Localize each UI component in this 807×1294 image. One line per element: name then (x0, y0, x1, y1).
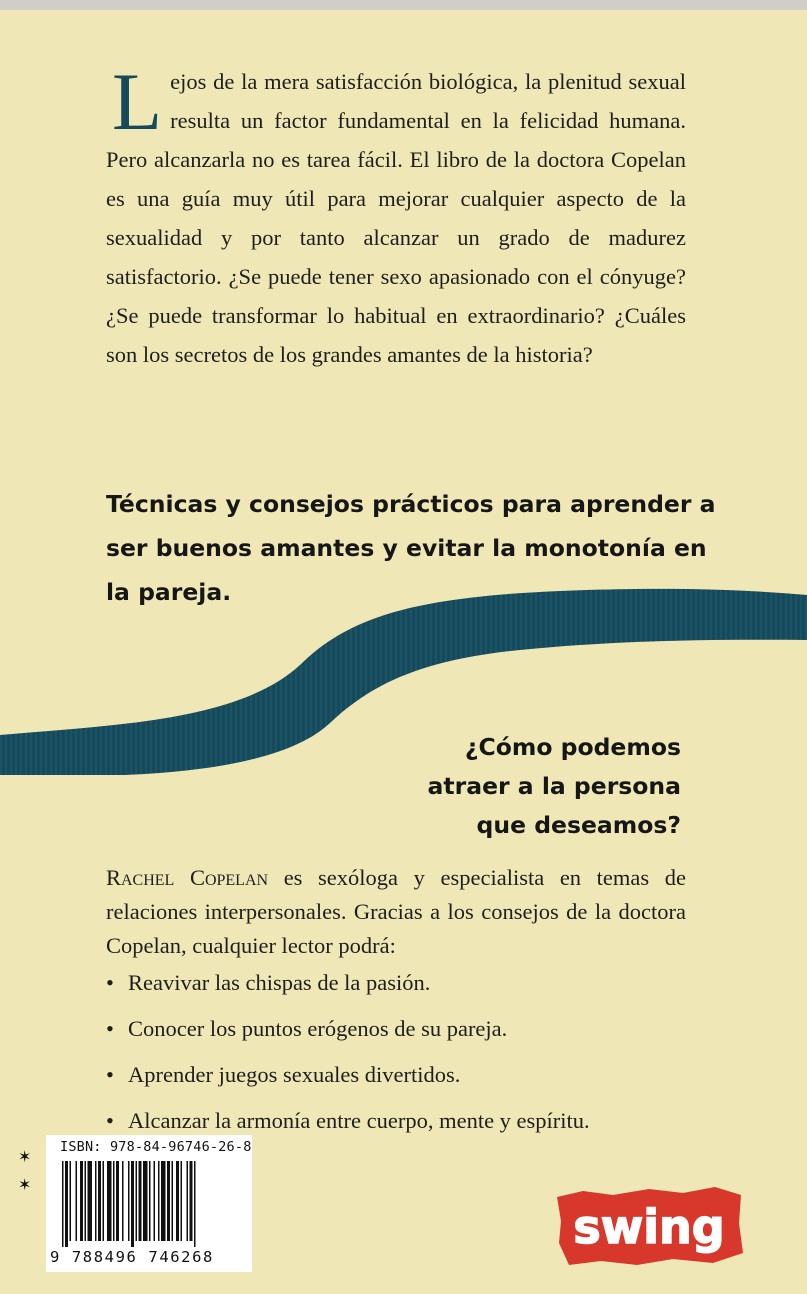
list-item: • Reavivar las chispas de la pasión. (106, 970, 431, 995)
barcode-bars (50, 1161, 248, 1247)
benefits-list (106, 966, 746, 1150)
barcode-digits: 9 788496 746268 (50, 1248, 214, 1266)
question-line-3: que deseamos? (476, 811, 681, 839)
author-name: Rachel Copelan (106, 865, 269, 890)
dropcap-letter: L (112, 56, 163, 147)
bio-text: es sexóloga y especialista en temas de relaciones interpersonales. Gracias a los consejos de la doctora Copelan, cualquier lector podrá: (106, 865, 686, 958)
question-callout (321, 728, 681, 845)
intro-text: ejos de la mera satisfacción biológica, la plenitud sexual resulta un factor fundamental en la felicidad humana. Pero alcanzarla no es tarea fácil. El libro de la doctora Copelan es una guía muy útil para mejorar cualquier aspecto de la sexualidad y por tanto alcanzar un grado de madurez satisfactorio. ¿Se puede tener sexo apasionado con el cónyuge? ¿Se puede transformar lo habitual en extraordinario? ¿Cuáles son los secretos de los grandes amantes de la historia? (106, 69, 686, 367)
barcode (46, 1135, 252, 1272)
tagline: Técnicas y consejos prácticos para aprender a ser buenos amantes y evitar la monotonía en la pareja. (106, 490, 716, 606)
author-bio (106, 861, 686, 963)
list-item: • Conocer los puntos erógenos de su pareja. (106, 1016, 508, 1041)
list-item: • Alcanzar la armonía entre cuerpo, mente y espíritu. (106, 1108, 590, 1133)
isbn-label: ISBN: 978-84-96746-26-8 (60, 1139, 252, 1155)
star-icon: ✶ ✶ (18, 1147, 32, 1194)
svg-text:swing: swing (573, 1200, 725, 1254)
swing-logo (553, 1183, 745, 1269)
question-line-1: ¿Cómo podemos (464, 733, 681, 761)
top-edge-band (0, 0, 807, 10)
list-item: • Aprender juegos sexuales divertidos. (106, 1062, 461, 1087)
intro-paragraph (106, 56, 686, 374)
question-line-2: atraer a la persona (427, 772, 681, 800)
